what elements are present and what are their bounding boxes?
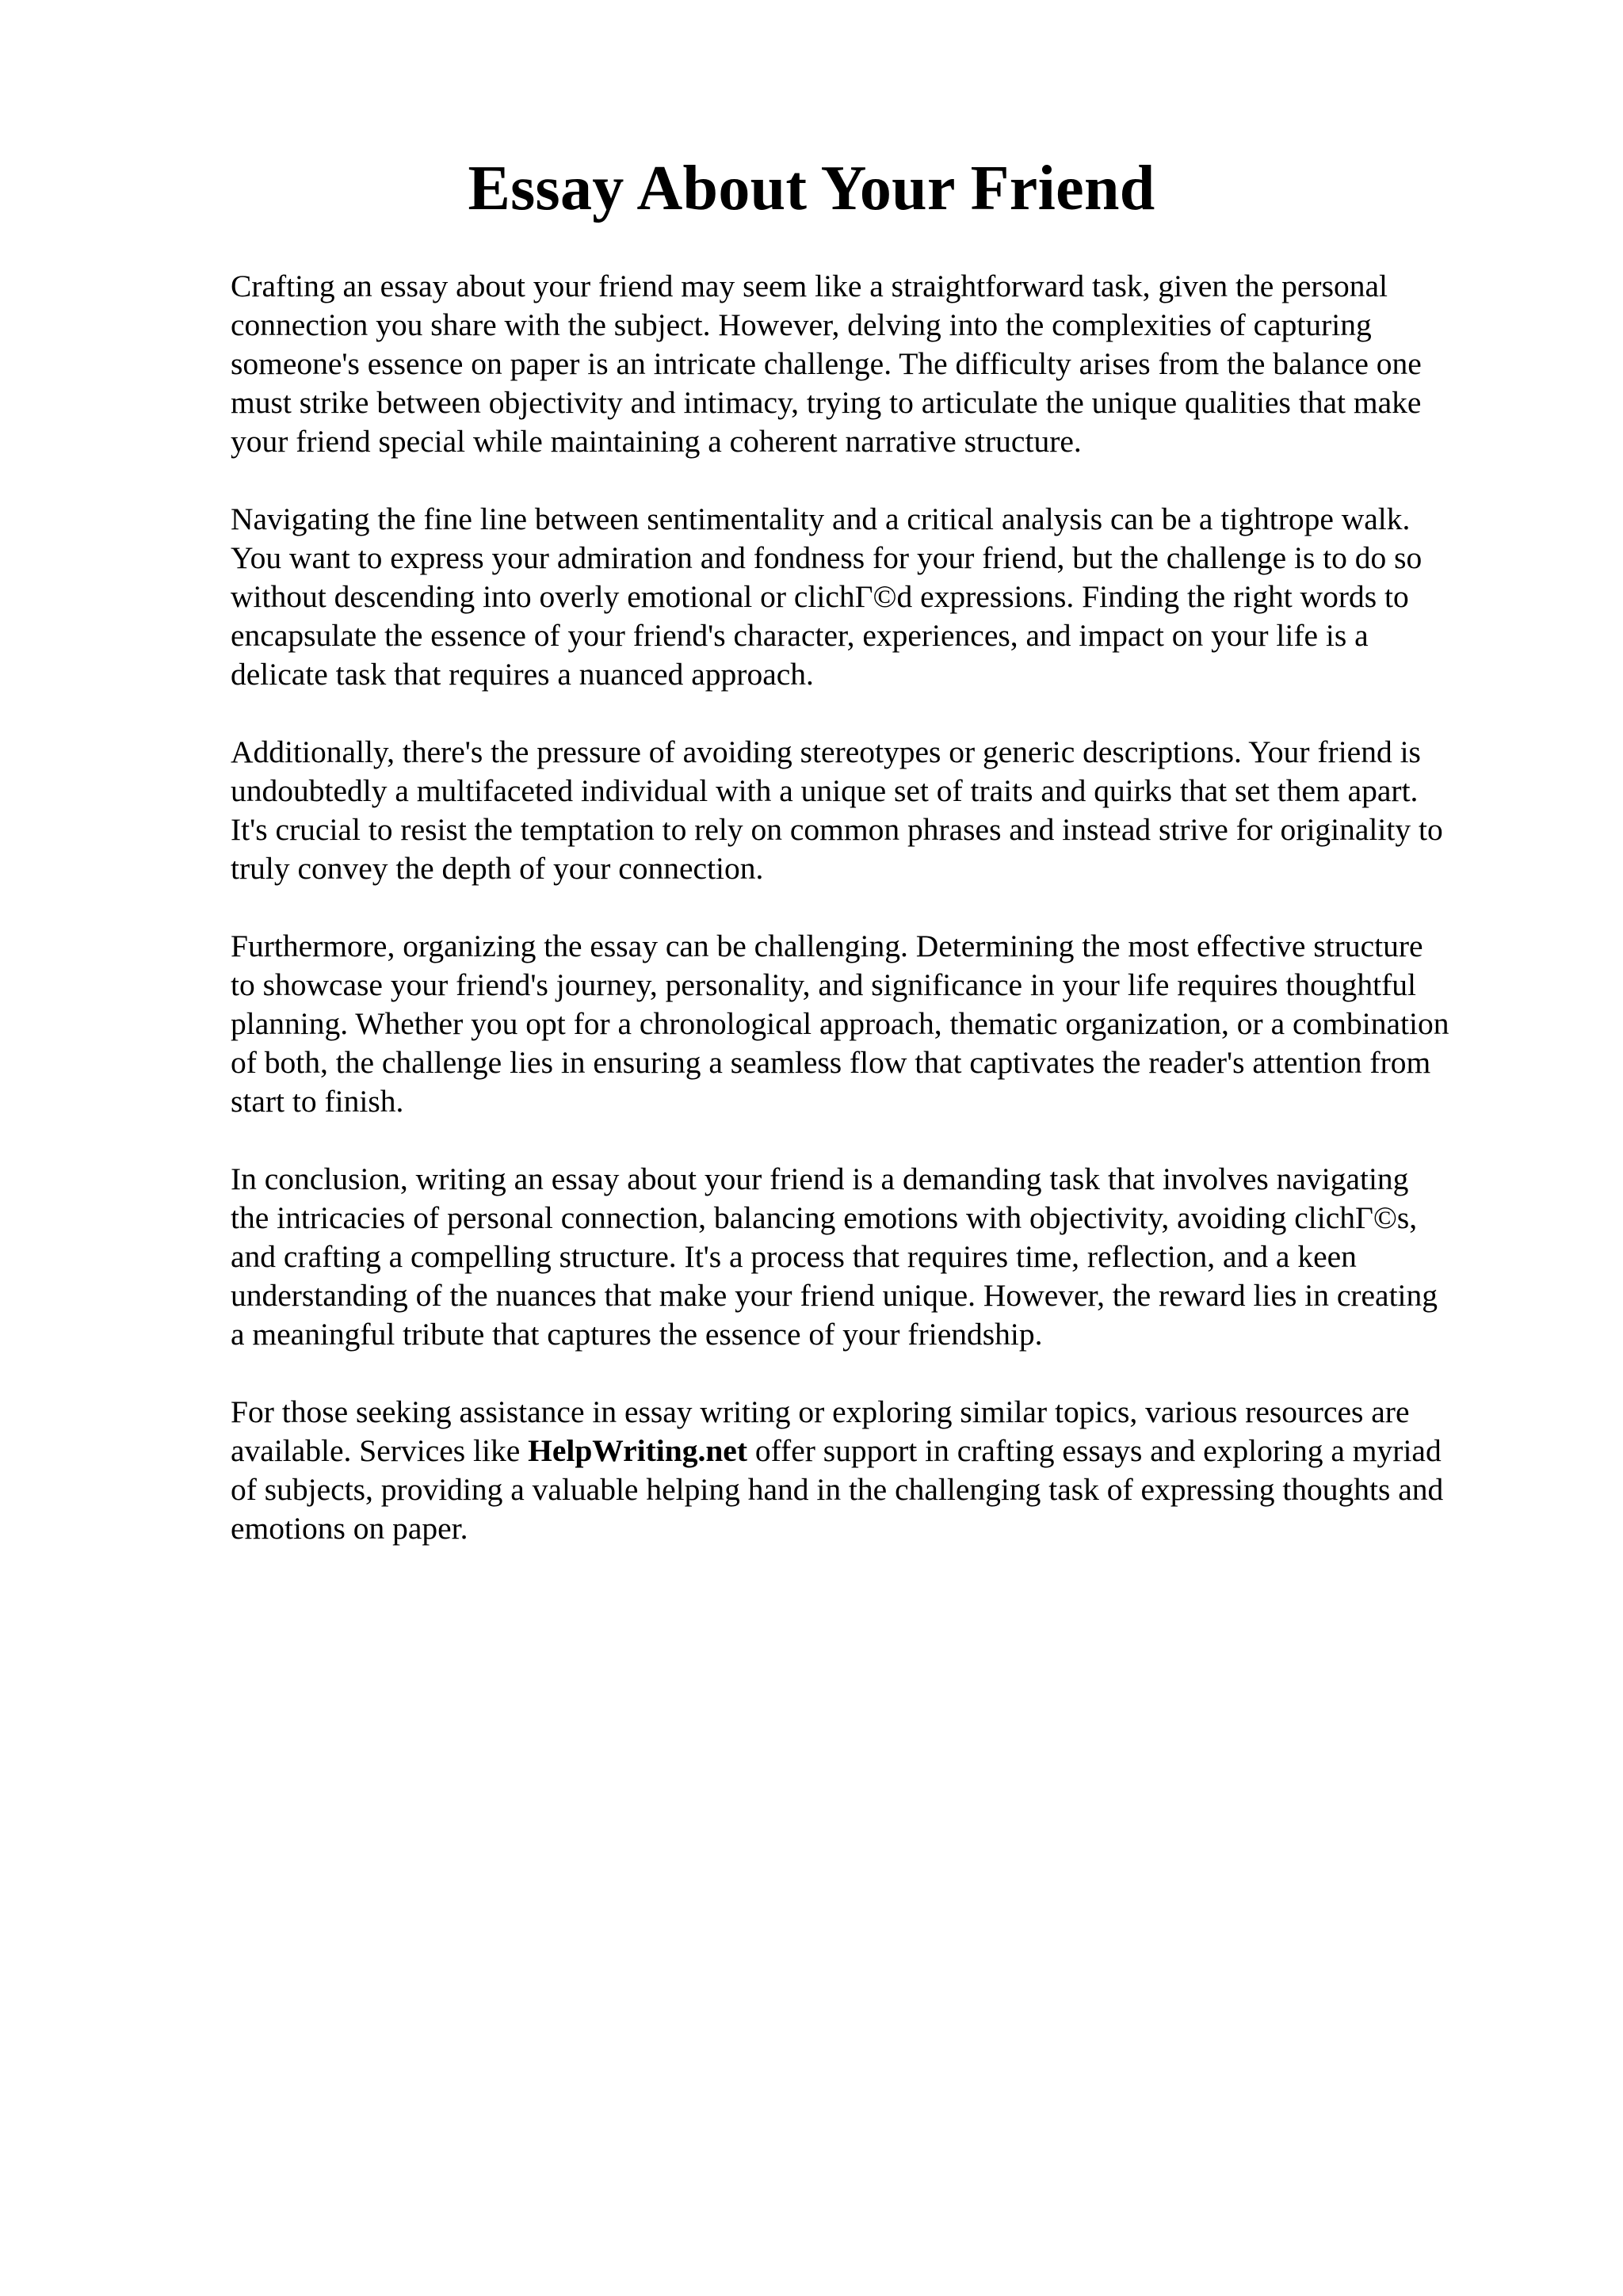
text-line: of both, the challenge lies in ensuring a seamless flow that captivates the reader's attention from [231,1045,1431,1080]
text-line: undoubtedly a multifaceted individual with a unique set of traits and quirks that set them apart. [231,773,1419,808]
paragraph-conclusion [231,1160,1522,1354]
text-line: encapsulate the essence of your friend's character, experiences, and impact on your life is a [231,618,1369,653]
text-line: understanding of the nuances that make your friend unique. However, the reward lies in creating [231,1278,1438,1313]
paragraph-sentimentality [231,500,1522,694]
text-line: For those seeking assistance in essay writing or exploring similar topics, various resources are [231,1394,1410,1429]
text-line: In conclusion, writing an essay about your friend is a demanding task that involves navigating [231,1161,1409,1196]
text-line: a meaningful tribute that captures the essence of your friendship. [231,1317,1043,1352]
paragraph-structure [231,927,1522,1121]
text-line: planning. Whether you opt for a chronological approach, thematic organization, or a combination [231,1006,1449,1041]
paragraph-resources [231,1393,1522,1548]
text-line: without descending into overly emotional or clichГ©d expressions. Finding the right words to [231,579,1409,614]
text-fragment: offer support in crafting essays and exploring a myriad [747,1433,1442,1468]
text-line: Additionally, there's the pressure of avoiding stereotypes or generic descriptions. Your friend is [231,734,1421,769]
text-fragment: available. Services like [231,1433,529,1468]
text-line: and crafting a compelling structure. It's a process that requires time, reflection, and a keen [231,1239,1357,1274]
essay-body [231,267,1522,1587]
helpwriting-link[interactable]: HelpWriting.net [528,1433,747,1468]
text-line: emotions on paper. [231,1511,468,1546]
text-line: someone's essence on paper is an intricate challenge. The difficulty arises from the balance one [231,346,1422,381]
text-line: connection you share with the subject. However, delving into the complexities of capturing [231,307,1372,342]
text-line: your friend special while maintaining a coherent narrative structure. [231,424,1082,459]
text-line: start to finish. [231,1084,404,1119]
text-line [231,1432,1522,1470]
text-line: truly convey the depth of your connection. [231,851,764,886]
text-line: Navigating the fine line between sentimentality and a critical analysis can be a tightrope walk. [231,502,1411,536]
text-line: It's crucial to resist the temptation to rely on common phrases and instead strive for originality to [231,812,1443,847]
text-line: to showcase your friend's journey, personality, and significance in your life requires thoughtful [231,967,1417,1002]
text-line: delicate task that requires a nuanced approach. [231,657,814,692]
paragraph-stereotypes [231,733,1522,888]
paragraph-intro [231,267,1522,461]
text-line: Furthermore, organizing the essay can be challenging. Determining the most effective structure [231,929,1423,963]
text-line: Crafting an essay about your friend may seem like a straightforward task, given the personal [231,269,1388,303]
text-line: must strike between objectivity and intimacy, trying to articulate the unique qualities that make [231,385,1422,420]
text-line: the intricacies of personal connection, balancing emotions with objectivity, avoiding clichГ©s, [231,1200,1418,1235]
page-title: Essay About Your Friend [468,154,1155,223]
text-line: of subjects, providing a valuable helping hand in the challenging task of expressing thoughts and [231,1472,1444,1507]
text-line: You want to express your admiration and fondness for your friend, but the challenge is to do so [231,540,1423,575]
